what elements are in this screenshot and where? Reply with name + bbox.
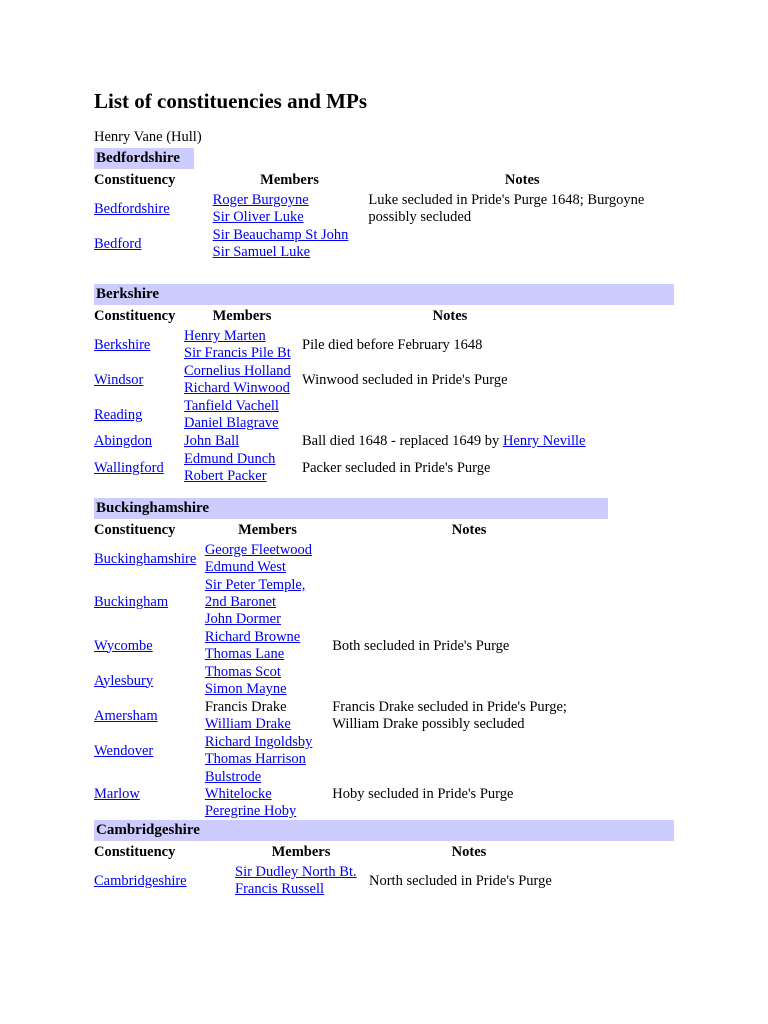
table-row <box>94 699 606 733</box>
members-cell <box>205 769 330 820</box>
constituency-cell <box>94 398 182 432</box>
members-cell <box>205 577 330 628</box>
constituency-link[interactable]: Reading <box>94 406 143 423</box>
constituency-cell <box>94 769 203 820</box>
section-bedfordshire <box>94 148 645 262</box>
notes-cell <box>332 769 606 820</box>
members-cell <box>184 451 300 485</box>
constituency-link[interactable]: Aylesbury <box>94 672 154 689</box>
members-cell <box>184 328 300 362</box>
notes-text: Luke secluded in Pride's Purge 1648; Burgoyne possibly secluded <box>368 192 645 225</box>
member-link[interactable]: William Drake <box>204 716 291 732</box>
column-header-constituency: Constituency <box>94 844 176 860</box>
members-cell <box>213 192 367 226</box>
notes-cell <box>302 451 598 485</box>
section-heading: Buckinghamshire <box>94 498 608 519</box>
table-row <box>94 192 676 226</box>
column-header-members: Members <box>260 172 319 188</box>
notes-text: Packer secluded in Pride's Purge <box>302 459 491 476</box>
table-header-row <box>94 842 569 863</box>
member-link[interactable]: Robert Packer <box>184 468 267 484</box>
notes-cell <box>332 734 606 768</box>
table-row <box>94 629 606 663</box>
member-link[interactable]: Thomas Harrison <box>204 751 306 767</box>
constituency-table <box>92 305 600 486</box>
member-link[interactable]: Sir Oliver Luke <box>212 209 304 225</box>
constituency-cell <box>94 734 203 768</box>
constituency-cell <box>94 699 203 733</box>
section-berkshire <box>94 284 674 486</box>
member-link[interactable]: Francis Russell <box>235 881 325 897</box>
members-cell <box>213 227 367 261</box>
member-link[interactable]: Edmund Dunch <box>184 451 276 467</box>
table-row <box>94 734 606 768</box>
member-link[interactable]: Tanfield Vachell <box>184 398 279 414</box>
table-row <box>94 227 676 261</box>
column-header-notes: Notes <box>432 308 468 324</box>
member-link[interactable]: Sir Beauchamp St John <box>212 227 349 243</box>
members-cell <box>184 433 300 450</box>
constituency-link[interactable]: Abingdon <box>94 433 152 449</box>
notes-cell <box>302 398 598 432</box>
constituency-cell <box>94 664 203 698</box>
section-heading: Cambridgeshire <box>94 820 674 841</box>
constituency-cell <box>94 542 203 576</box>
column-header-constituency: Constituency <box>94 308 176 324</box>
notes-cell <box>332 542 606 576</box>
notes-link[interactable]: Henry Neville <box>502 433 586 449</box>
constituency-link[interactable]: Windsor <box>94 371 144 388</box>
table-header-row <box>94 170 676 191</box>
notes-text: Pile died before February 1648 <box>302 336 483 353</box>
members-cell <box>205 542 330 576</box>
constituency-link[interactable]: Wycombe <box>94 637 153 654</box>
constituency-link[interactable]: Wallingford <box>94 459 164 476</box>
constituency-cell <box>94 577 203 628</box>
member-link[interactable]: Sir Francis Pile Bt <box>184 345 291 361</box>
member-link[interactable]: Sir Dudley North Bt. <box>235 864 357 880</box>
constituency-cell <box>94 328 182 362</box>
members-cell <box>205 734 330 768</box>
section-cambridgeshire <box>94 820 674 899</box>
column-header-constituency: Constituency <box>94 172 176 188</box>
column-header-notes: Notes <box>451 844 487 860</box>
constituency-cell <box>94 451 182 485</box>
document-page <box>94 88 676 897</box>
notes-cell <box>368 227 676 261</box>
constituency-link[interactable]: Bedford <box>94 235 142 252</box>
member-link[interactable]: Edmund West <box>204 559 286 575</box>
member-link[interactable]: Richard Ingoldsby <box>204 734 313 750</box>
constituency-table <box>92 169 678 262</box>
page-title: List of constituencies and MPs <box>94 89 367 113</box>
column-header-constituency: Constituency <box>94 522 176 538</box>
constituency-cell <box>94 629 203 663</box>
constituency-link[interactable]: Bedfordshire <box>94 200 170 217</box>
constituency-cell <box>94 363 182 397</box>
notes-text: North secluded in Pride's Purge <box>369 872 552 889</box>
member-link[interactable]: Peregrine Hoby <box>204 803 297 819</box>
column-header-members: Members <box>238 522 297 538</box>
member-link[interactable]: Sir Peter Temple, 2nd Baronet <box>204 577 306 610</box>
constituency-link[interactable]: Buckinghamshire <box>94 550 197 567</box>
table-row <box>94 433 598 450</box>
constituency-table <box>92 841 571 899</box>
constituency-link[interactable]: Wendover <box>94 742 154 759</box>
table-row <box>94 398 598 432</box>
members-cell <box>235 864 367 898</box>
notes-cell <box>332 699 606 733</box>
constituency-link[interactable]: Amersham <box>94 707 158 724</box>
constituency-link[interactable]: Marlow <box>94 786 140 802</box>
notes-cell <box>368 192 676 226</box>
constituency-cell <box>94 192 211 226</box>
intro-text: Henry Vane (Hull) <box>94 129 202 145</box>
notes-text: Ball died 1648 - replaced 1649 by <box>302 433 503 449</box>
members-cell <box>184 398 300 432</box>
table-row <box>94 542 606 576</box>
table-row <box>94 864 569 898</box>
members-cell <box>205 664 330 698</box>
table-row <box>94 664 606 698</box>
member-link[interactable]: John Dormer <box>204 611 281 627</box>
members-cell <box>205 699 330 733</box>
member-link[interactable]: Sir Samuel Luke <box>212 244 311 260</box>
members-cell <box>184 363 300 397</box>
constituency-cell <box>94 227 211 261</box>
member-link[interactable]: John Ball <box>184 433 240 449</box>
member-name: Francis Drake <box>204 699 287 715</box>
section-heading: Bedfordshire <box>94 148 194 169</box>
table-row <box>94 769 606 820</box>
member-link[interactable]: George Fleetwood <box>204 542 313 558</box>
member-link[interactable]: Thomas Lane <box>204 646 285 662</box>
table-header-row <box>94 306 598 327</box>
column-header-notes: Notes <box>451 522 487 538</box>
member-link[interactable]: Daniel Blagrave <box>184 415 279 431</box>
notes-text: Both secluded in Pride's Purge <box>332 637 510 654</box>
member-link[interactable]: Bulstrode Whitelocke <box>204 769 272 802</box>
members-cell <box>205 629 330 663</box>
notes-cell <box>332 664 606 698</box>
table-row <box>94 577 606 628</box>
column-header-members: Members <box>271 844 331 860</box>
constituency-cell <box>94 864 233 898</box>
notes-cell <box>369 864 569 898</box>
table-header-row <box>94 520 606 541</box>
column-header-members: Members <box>212 308 272 324</box>
notes-text: Hoby secluded in Pride's Purge <box>332 786 514 802</box>
constituency-link[interactable]: Cambridgeshire <box>94 872 187 889</box>
notes-text: Francis Drake secluded in Pride's Purge; William Drake possibly secluded <box>332 699 567 732</box>
notes-cell <box>332 577 606 628</box>
table-row <box>94 451 598 485</box>
member-link[interactable]: Richard Winwood <box>184 380 290 396</box>
table-row <box>94 328 598 362</box>
section-heading: Berkshire <box>94 284 674 305</box>
table-row <box>94 363 598 397</box>
member-link[interactable]: Roger Burgoyne <box>212 192 309 208</box>
notes-cell <box>302 363 598 397</box>
constituency-table <box>92 519 608 821</box>
notes-cell <box>302 433 598 450</box>
constituency-link[interactable]: Buckingham <box>94 594 169 610</box>
section-buckinghamshire <box>94 498 608 821</box>
notes-text: Winwood secluded in Pride's Purge <box>302 371 508 388</box>
notes-cell <box>332 629 606 663</box>
member-link[interactable]: Simon Mayne <box>204 681 287 697</box>
member-link[interactable]: Richard Browne <box>204 629 301 645</box>
member-link[interactable]: Henry Marten <box>184 328 266 344</box>
constituency-link[interactable]: Berkshire <box>94 336 151 353</box>
notes-cell <box>302 328 598 362</box>
member-link[interactable]: Cornelius Holland <box>184 363 291 379</box>
column-header-notes: Notes <box>504 172 540 188</box>
member-link[interactable]: Thomas Scot <box>204 664 281 680</box>
constituency-cell <box>94 433 182 450</box>
